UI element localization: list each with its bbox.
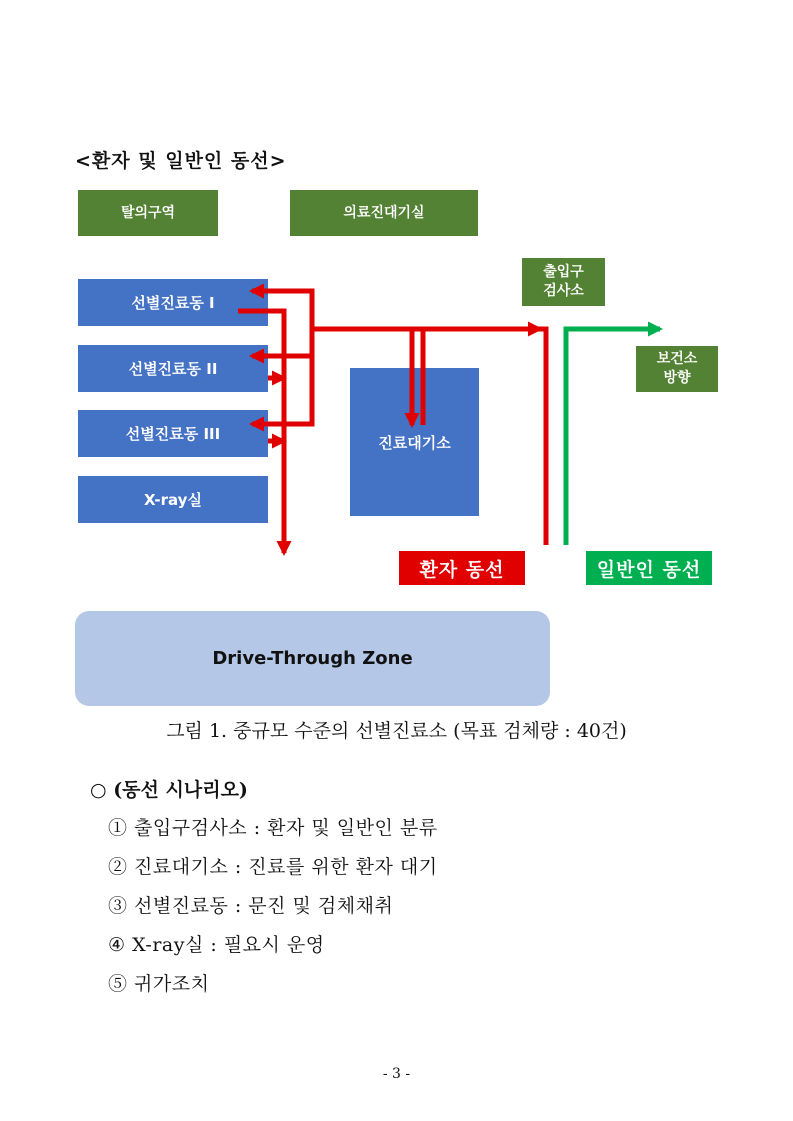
xray-room-box: X-ray실	[78, 476, 268, 523]
scenario-section-title: ○ (동선 시나리오)	[90, 779, 248, 801]
screening-ward-2-box: 선별진료동 II	[78, 345, 268, 392]
patient-flow-legend: 환자 동선	[399, 551, 525, 585]
figure-caption: 그림 1. 중규모 수준의 선별진료소 (목표 검체량 : 40건)	[166, 720, 627, 742]
entrance-checkpoint-box: 출입구 검사소	[522, 258, 605, 306]
health-center-direction-box: 보건소 방향	[636, 346, 718, 392]
patient-flow-from-waiting	[423, 329, 540, 425]
section-heading: <환자 및 일반인 동선>	[75, 150, 287, 172]
public-flow-legend: 일반인 동선	[586, 551, 712, 585]
scenario-item: ① 출입구검사소 : 환자 및 일반인 분류	[108, 817, 438, 839]
screening-ward-1-box: 선별진료동 I	[78, 279, 268, 326]
scenario-item: ⑤ 귀가조치	[108, 973, 210, 995]
public-flow-path	[566, 329, 660, 545]
scenario-item: ③ 선별진료동 : 문진 및 검체채취	[108, 895, 394, 917]
patient-flow-exit-1	[238, 311, 284, 553]
page-number: - 3 -	[382, 1066, 411, 1082]
patient-flow-trunk	[310, 329, 546, 545]
drive-through-zone: Drive-Through Zone	[75, 611, 550, 706]
scenario-item: ④ X-ray실 : 필요시 운영	[108, 934, 325, 956]
undressing-area-box: 탈의구역	[78, 190, 218, 236]
treatment-waiting-area-box: 진료대기소	[350, 368, 479, 516]
medical-staff-room-box: 의료진대기실	[290, 190, 478, 236]
scenario-item: ② 진료대기소 : 진료를 위한 환자 대기	[108, 856, 438, 878]
screening-ward-3-box: 선별진료동 III	[78, 410, 268, 457]
